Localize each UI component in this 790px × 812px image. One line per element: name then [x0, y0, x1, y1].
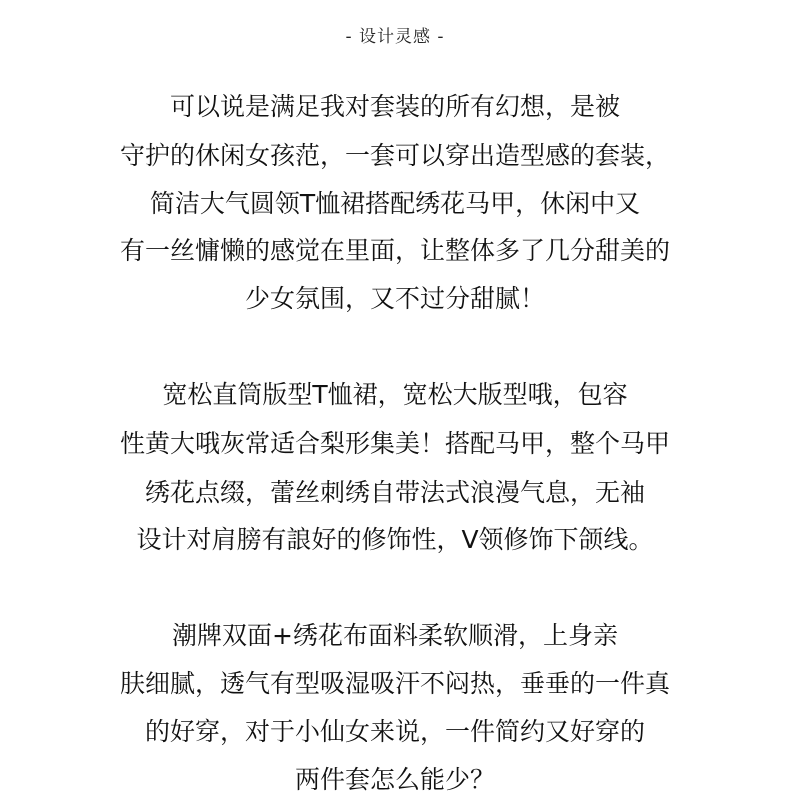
paragraph-1-line-4: 有一丝慵懒的感觉在里面，让整体多了几分甜美的: [119, 236, 670, 265]
paragraph-1-line-1: 可以说是满足我对套装的所有幻想，是被: [169, 92, 620, 121]
paragraph-2-line-1: 宽松直筒版型T恤裙，宽松大版型哦，包容: [162, 380, 628, 409]
paragraph-1-line-3: 简洁大气圆领T恤裙搭配绣花马甲，休闲中又: [149, 189, 641, 218]
section-heading: - 设计灵感 -: [345, 27, 445, 47]
paragraph-2-line-4: 设计对肩膀有誏好的修饰性，V领修饰下颌线。: [136, 525, 654, 554]
paragraph-3-line-4: 两件套怎么能少？: [294, 765, 495, 794]
paragraph-3-line-1: 潮牌双面+绣花布面料柔软顺滑，上身亲: [172, 621, 618, 650]
paragraph-1-line-2: 守护的休闲女孩范，一套可以穿出造型感的套装，: [119, 141, 670, 170]
paragraph-3-line-2: 肤细腻，透气有型吸湿吸汗不闷热，垂垂的一件真: [119, 669, 670, 698]
paragraph-3-line-3: 的好穿，对于小仙女来说，一件简约又好穿的: [144, 717, 645, 746]
paragraph-2-line-2: 性黄大哦灰常适合梨形集美！搭配马甲，整个马甲: [119, 429, 670, 458]
paragraph-1-line-5: 少女氛围，又不过分甜腻！: [244, 284, 545, 313]
paragraph-2-line-3: 绣花点缀，蕾丝刺绣自带法式浪漫气息，无袖: [144, 478, 645, 507]
